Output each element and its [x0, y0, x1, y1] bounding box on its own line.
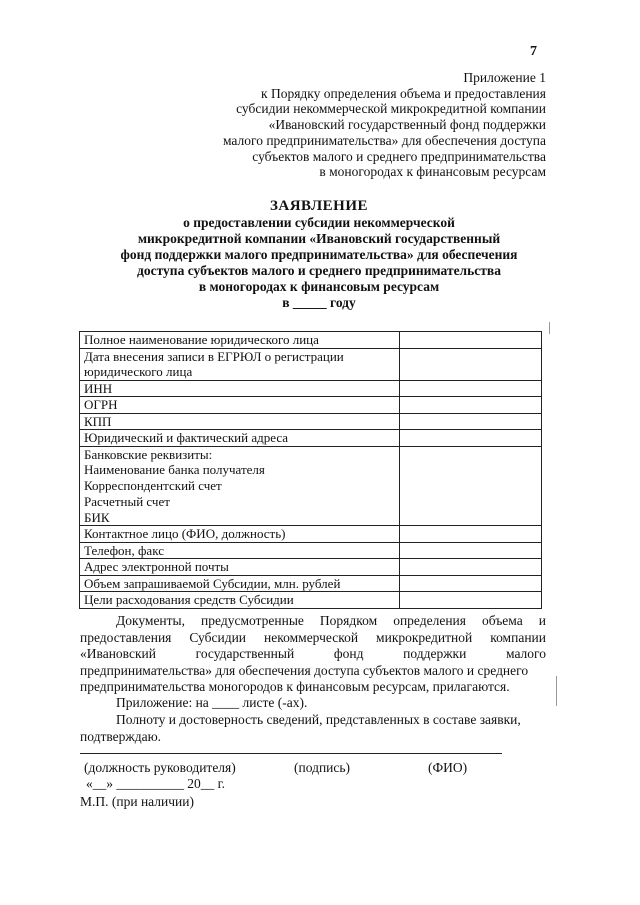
title-line: в _____ году	[282, 295, 356, 310]
appendix-line: малого предпринимательства» для обеспечения доступа	[222, 132, 546, 148]
attachment-line: Приложение: на ____ листе (-ах).	[116, 695, 308, 710]
field-label: Телефон, факс	[80, 542, 400, 559]
field-label: Контактное лицо (ФИО, должность)	[80, 526, 400, 543]
table-row	[80, 413, 542, 430]
field-label: ИНН	[80, 380, 400, 397]
table-row	[80, 380, 542, 397]
table-row	[80, 526, 542, 543]
appendix-line: к Порядку определения объема и предоставления	[261, 85, 546, 101]
field-label: КПП	[80, 413, 400, 430]
table-row	[80, 592, 542, 609]
paragraph-line: предпринимательства моногородов к финансовым ресурсам, прилагаются.	[80, 679, 510, 694]
paragraph-line: предоставления Субсидии некоммерческой микрокредитной компании	[80, 629, 546, 645]
table-row	[80, 332, 542, 349]
documents-paragraph	[80, 613, 546, 696]
seal-label: М.П. (при наличии)	[80, 794, 194, 809]
page-number: 7	[530, 44, 537, 59]
field-value[interactable]	[400, 575, 542, 592]
title-line: в моногородах к финансовым ресурсам	[198, 279, 440, 294]
table-row	[80, 348, 542, 380]
signature-line	[80, 753, 502, 754]
paragraph-line: подтверждаю.	[80, 728, 162, 744]
name-label: (ФИО)	[428, 760, 468, 775]
paragraph-line: Документы, предусмотренные Порядком определения объема и	[116, 613, 546, 628]
field-value[interactable]	[400, 592, 542, 609]
confirmation-paragraph	[80, 712, 546, 745]
appendix-line: в моногородах к финансовым ресурсам	[319, 164, 546, 180]
field-value[interactable]	[400, 397, 542, 414]
field-label: Дата внесения записи в ЕГРЮЛ о регистрации юридического лица	[80, 348, 400, 380]
title-line: микрокредитной компании «Ивановский государственный	[137, 231, 501, 246]
application-form-table	[79, 331, 542, 609]
appendix-header	[223, 70, 546, 180]
field-value[interactable]	[400, 559, 542, 576]
appendix-line: субъектов малого и среднего предпринимательства	[252, 148, 546, 164]
table-row	[80, 542, 542, 559]
field-label: Объем запрашиваемой Субсидии, млн. рублей	[80, 575, 400, 592]
appendix-line: Приложение 1	[463, 70, 546, 85]
field-label: ОГРН	[80, 397, 400, 414]
scan-mark	[549, 322, 550, 334]
table-row	[80, 446, 542, 526]
paragraph-line: Полноту и достоверность сведений, представленных в составе заявки,	[116, 712, 521, 727]
date-line: «__» __________ 20__ г.	[86, 776, 226, 791]
title-main: ЗАЯВЛЕНИЕ	[269, 198, 369, 214]
signature-label: (подпись)	[294, 760, 351, 775]
table-row	[80, 559, 542, 576]
field-label: Адрес электронной почты	[80, 559, 400, 576]
appendix-line: «Ивановский государственный фонд поддержки	[268, 117, 546, 133]
table-row	[80, 575, 542, 592]
field-label: Банковские реквизиты: Наименование банка получателя Корреспондентский счет Расчетный счет БИК	[80, 446, 400, 526]
scan-mark	[556, 676, 557, 706]
field-label: Юридический и фактический адреса	[80, 430, 400, 447]
position-label: (должность руководителя)	[84, 760, 236, 775]
document-title	[86, 198, 552, 311]
field-value[interactable]	[400, 332, 542, 349]
field-value[interactable]	[400, 413, 542, 430]
field-label: Полное наименование юридического лица	[80, 332, 400, 349]
field-value[interactable]	[400, 526, 542, 543]
table-row	[80, 397, 542, 414]
paragraph-line: предпринимательства» для обеспечения доступа субъектов малого и среднего	[80, 662, 529, 678]
field-value[interactable]	[400, 380, 542, 397]
title-line: фонд поддержки малого предпринимательства» для обеспечения	[120, 247, 518, 262]
title-line: о предоставлении субсидии некоммерческой	[183, 215, 455, 230]
table-row	[80, 430, 542, 447]
field-label: Цели расходования средств Субсидии	[80, 592, 400, 609]
title-line: доступа субъектов малого и среднего предпринимательства	[137, 263, 501, 278]
appendix-line: субсидии некоммерческой микрокредитной компании	[236, 101, 546, 117]
paragraph-line: «Ивановский государственный фонд поддержки малого	[80, 646, 546, 661]
field-value[interactable]	[400, 430, 542, 447]
field-value[interactable]	[400, 542, 542, 559]
field-value[interactable]	[400, 348, 542, 380]
field-value[interactable]	[400, 446, 542, 526]
